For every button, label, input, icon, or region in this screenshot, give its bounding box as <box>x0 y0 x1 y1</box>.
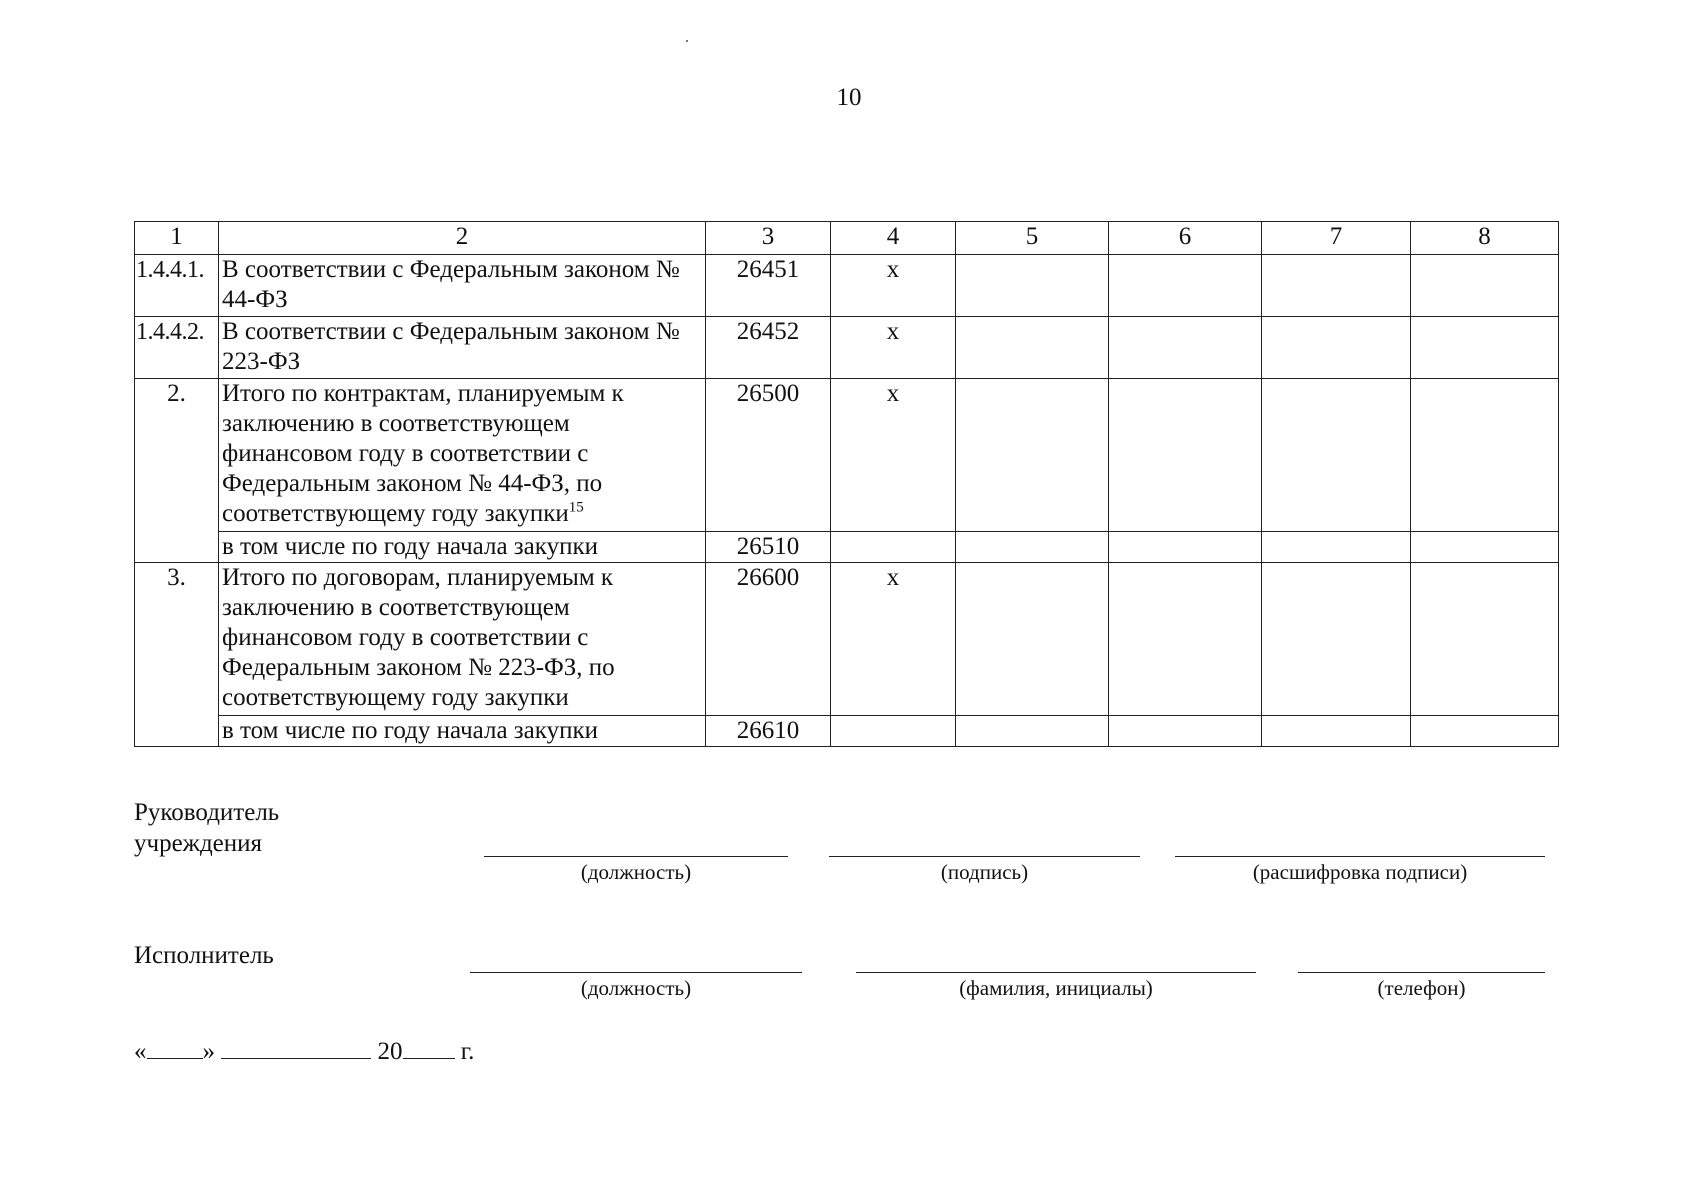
table-cell <box>1262 317 1411 379</box>
table-cell <box>1411 563 1559 716</box>
column-header: 5 <box>956 222 1109 255</box>
table-row <box>135 532 1559 563</box>
table-cell <box>1411 716 1559 747</box>
table-row <box>135 255 1559 317</box>
date-year-blank[interactable] <box>403 1036 455 1059</box>
row-code: 26610 <box>706 716 831 747</box>
scan-speck <box>686 40 688 42</box>
table-cell <box>1411 317 1559 379</box>
executor-position-line[interactable] <box>470 972 802 973</box>
date-open-quote: « <box>134 1038 147 1065</box>
table-cell <box>956 317 1109 379</box>
row-code: 26510 <box>706 532 831 563</box>
date-day-blank[interactable] <box>147 1036 203 1059</box>
row-code: 26451 <box>706 255 831 317</box>
row-description: В соответствии с Федеральным законом № 44-ФЗ <box>219 255 706 317</box>
head-signature-caption: (подпись) <box>940 860 1029 884</box>
table-cell <box>956 563 1109 716</box>
table-cell <box>1411 379 1559 532</box>
executor-position-caption: (должность) <box>580 976 692 1000</box>
table-cell <box>1262 255 1411 317</box>
report-table <box>134 221 1559 747</box>
row-col4 <box>831 532 956 563</box>
head-position-caption: (должность) <box>580 860 692 884</box>
table-row <box>135 379 1559 532</box>
column-header: 2 <box>219 222 706 255</box>
row-col4: х <box>831 255 956 317</box>
column-header: 3 <box>706 222 831 255</box>
table-row <box>135 716 1559 747</box>
column-header: 6 <box>1109 222 1262 255</box>
head-transcript-caption: (расшифровка подписи) <box>1252 860 1468 884</box>
date-line <box>134 1036 474 1066</box>
column-header: 7 <box>1262 222 1411 255</box>
executor-label: Исполнитель <box>134 942 274 969</box>
head-signature-transcript-line[interactable] <box>1175 856 1545 857</box>
executor-phone-line[interactable] <box>1298 972 1545 973</box>
executor-phone-caption: (телефон) <box>1377 976 1466 1000</box>
row-col4: х <box>831 379 956 532</box>
row-description: В соответствии с Федеральным законом № 223-ФЗ <box>219 317 706 379</box>
table-row <box>135 563 1559 716</box>
row-number: 1.4.4.2. <box>135 317 219 379</box>
table-cell <box>1411 532 1559 563</box>
row-description: Итого по контрактам, планируемым к заключению в соответствующем финансовом году в соответствии с Федеральным законом № 44-ФЗ, по соответствующему году закупки <box>222 380 624 527</box>
column-header: 4 <box>831 222 956 255</box>
table-cell <box>1411 255 1559 317</box>
table-cell <box>1109 563 1262 716</box>
row-code: 26500 <box>706 379 831 532</box>
executor-name-line[interactable] <box>856 972 1256 973</box>
column-header: 8 <box>1411 222 1559 255</box>
row-code: 26600 <box>706 563 831 716</box>
table-header-row <box>135 222 1559 255</box>
row-description: в том числе по году начала закупки <box>219 716 706 747</box>
row-col4 <box>831 716 956 747</box>
date-month-blank[interactable] <box>221 1036 371 1059</box>
date-year-prefix: 20 <box>377 1038 403 1065</box>
row-description: в том числе по году начала закупки <box>219 532 706 563</box>
row-number: 2. <box>135 379 219 563</box>
row-number: 1.4.4.1. <box>135 255 219 317</box>
table-cell <box>956 716 1109 747</box>
row-number: 3. <box>135 563 219 747</box>
table-cell <box>1109 379 1262 532</box>
table-cell <box>956 379 1109 532</box>
executor-name-caption: (фамилия, инициалы) <box>959 976 1153 1000</box>
row-col4: х <box>831 317 956 379</box>
footnote-marker: 15 <box>568 499 584 516</box>
table-cell <box>1109 716 1262 747</box>
row-col4: х <box>831 563 956 716</box>
row-description: Итого по договорам, планируемым к заключению в соответствующем финансовом году в соответствии с Федеральным законом № 223-ФЗ, по соответствующему году закупки <box>219 563 706 716</box>
table-cell <box>956 255 1109 317</box>
head-label-line2: учреждения <box>134 830 263 857</box>
table-cell <box>956 532 1109 563</box>
row-description-cell <box>219 379 706 532</box>
row-code: 26452 <box>706 317 831 379</box>
head-position-line[interactable] <box>484 856 788 857</box>
table-cell <box>1262 379 1411 532</box>
head-label <box>134 797 279 859</box>
date-close-quote: » <box>202 1038 215 1065</box>
head-label-line1: Руководитель <box>134 799 280 826</box>
table-cell <box>1262 563 1411 716</box>
page-number: 10 <box>836 84 862 111</box>
table-cell <box>1109 317 1262 379</box>
table-cell <box>1262 532 1411 563</box>
table-cell <box>1109 532 1262 563</box>
date-year-suffix: г. <box>460 1038 475 1065</box>
table-cell <box>1262 716 1411 747</box>
head-signature-line[interactable] <box>829 856 1140 857</box>
column-header: 1 <box>135 222 219 255</box>
table-row <box>135 317 1559 379</box>
table-cell <box>1109 255 1262 317</box>
